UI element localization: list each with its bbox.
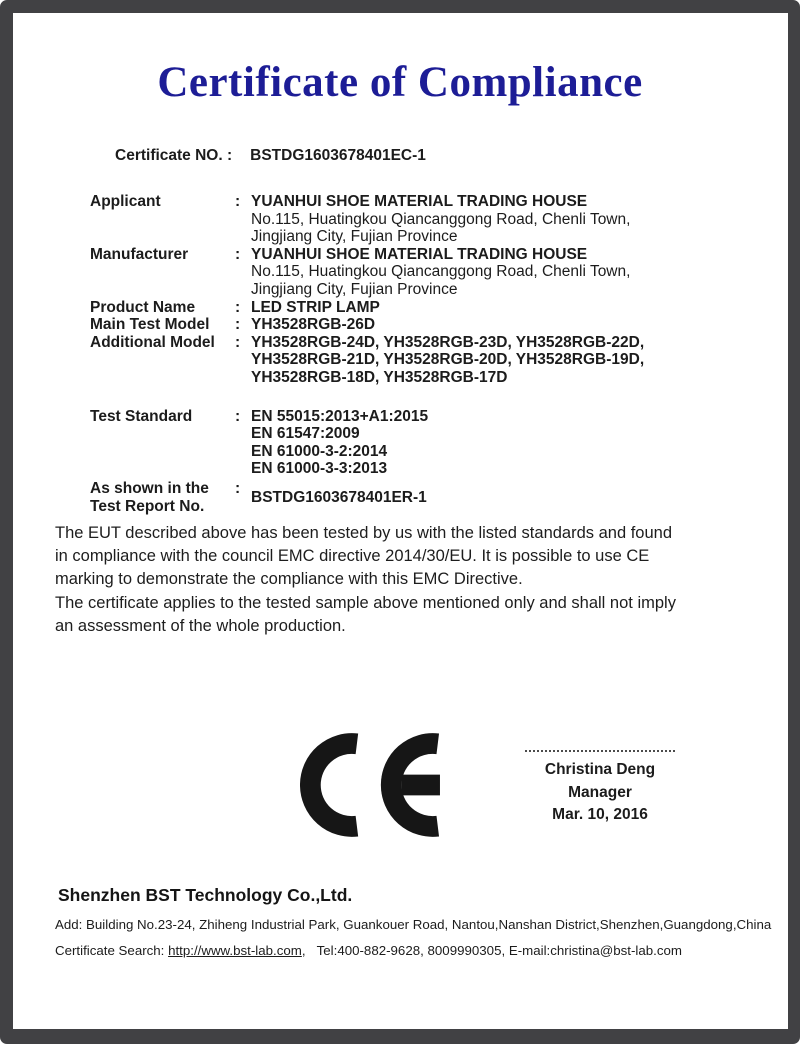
footer-contact-line: [55, 943, 682, 958]
field-manufacturer: [90, 246, 750, 299]
additional-model-line3: YH3528RGB-18D, YH3528RGB-17D: [251, 368, 508, 386]
field-test-standard: [90, 408, 750, 478]
colon: :: [235, 245, 241, 263]
colon: :: [235, 193, 241, 210]
declaration-line: in compliance with the council EMC directive 2014/30/EU. It is possible to use CE: [55, 547, 650, 566]
signatory-name: Christina Deng: [544, 761, 656, 778]
manufacturer-name: YUANHUI SHOE MATERIAL TRADING HOUSE: [251, 245, 588, 263]
signatory-role: Manager: [568, 783, 632, 801]
test-standard-line4: EN 61000-3-3:2013: [251, 460, 388, 478]
field-additional-model: [90, 334, 750, 387]
colon: :: [235, 333, 241, 351]
test-standard-line1: EN 55015:2013+A1:2015: [251, 407, 429, 425]
test-report-label-line2: Test Report No.: [90, 497, 205, 515]
certificate-number-label: Certificate NO. :: [115, 147, 233, 164]
applicant-address-line1: No.115, Huatingkou Qiancanggong Road, Chenli Town,: [251, 210, 631, 228]
main-test-model-value: YH3528RGB-26D: [251, 316, 376, 334]
applicant-address-line2: Jingjiang City, Fujian Province: [251, 228, 458, 246]
test-standard-label: Test Standard: [90, 407, 193, 425]
manufacturer-address-line2: Jingjiang City, Fujian Province: [251, 280, 458, 298]
declaration-line: The EUT described above has been tested by us with the listed standards and found: [55, 524, 673, 542]
applicant-name: YUANHUI SHOE MATERIAL TRADING HOUSE: [251, 193, 588, 210]
footer-company-name: Shenzhen BST Technology Co.,Ltd.: [58, 885, 353, 905]
manufacturer-address-line1: No.115, Huatingkou Qiancanggong Road, Chenli Town,: [251, 263, 631, 281]
main-test-model-label: Main Test Model: [90, 316, 210, 334]
certificate-search-url-link[interactable]: http://www.bst-lab.com: [168, 943, 302, 958]
product-name-label: Product Name: [90, 298, 196, 316]
test-standard-line3: EN 61000-3-2:2014: [251, 442, 388, 460]
signature-block: [518, 750, 682, 827]
applicant-label: Applicant: [90, 193, 161, 210]
certificate-search-label: Certificate Search:: [55, 943, 169, 958]
footer-contact-details: , Tel:400-882-9628, 8009990305, E-mail:christina@bst-lab.com: [301, 943, 682, 958]
test-report-value: BSTDG1603678401ER-1: [251, 488, 427, 506]
colon: :: [235, 479, 241, 497]
field-main-test-model: [90, 316, 750, 334]
additional-model-line2: YH3528RGB-21D, YH3528RGB-20D, YH3528RGB-19D,: [251, 351, 645, 369]
test-standard-line2: EN 61547:2009: [251, 425, 360, 443]
declaration-line: The certificate applies to the tested sample above mentioned only and shall not imply: [55, 593, 676, 612]
signature-date: Mar. 10, 2016: [552, 806, 648, 823]
declaration-paragraphs: [55, 522, 755, 638]
certificate-number-value: BSTDG1603678401EC-1: [250, 147, 426, 164]
colon: :: [235, 298, 241, 316]
footer-company-address: Add: Building No.23-24, Zhiheng Industrial Park, Guankouer Road, Nantou,Nanshan District,Shenzhen,Guangdong,China: [55, 917, 772, 932]
certificate-fields: [90, 193, 750, 515]
ce-mark-icon: [300, 733, 441, 837]
declaration-line: marking to demonstrate the compliance with this EMC Directive.: [55, 570, 523, 589]
declaration-line: an assessment of the whole production.: [55, 616, 346, 635]
colon: :: [235, 316, 241, 334]
signature-dotted-line: [525, 750, 675, 752]
additional-model-line1: YH3528RGB-24D, YH3528RGB-23D, YH3528RGB-22D,: [251, 333, 645, 351]
field-test-report-no: [90, 480, 750, 515]
colon: :: [235, 407, 241, 425]
additional-model-label: Additional Model: [90, 333, 215, 351]
certificate-title: Certificate of Compliance: [157, 59, 643, 106]
manufacturer-label: Manufacturer: [90, 245, 189, 263]
field-product-name: [90, 299, 750, 317]
field-applicant: [90, 193, 750, 246]
certificate-number-row: [115, 147, 426, 165]
product-name-value: LED STRIP LAMP: [251, 298, 380, 316]
test-report-label-line1: As shown in the: [90, 479, 209, 497]
